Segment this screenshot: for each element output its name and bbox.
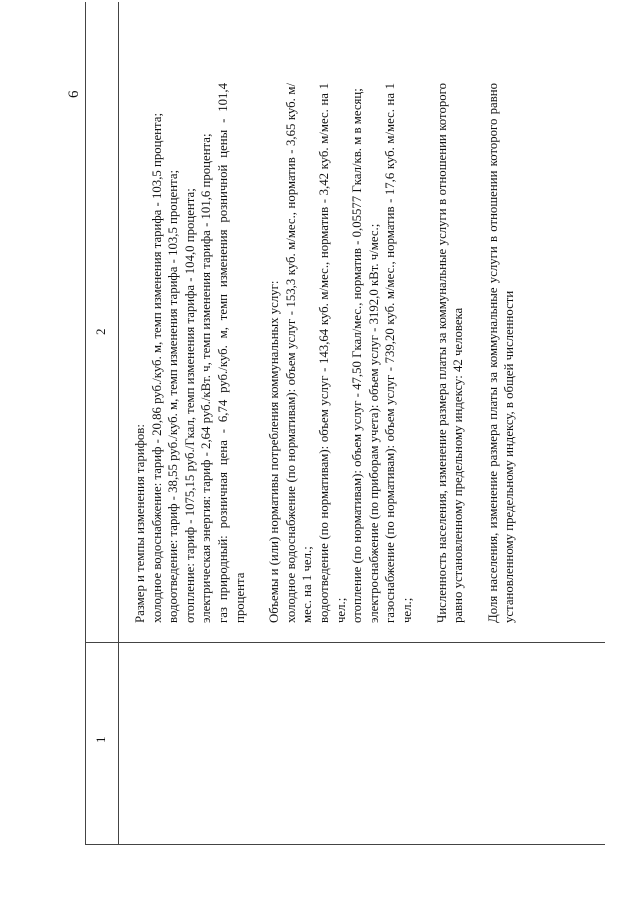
volume-line: отопление (по нормативам): объем услуг - 47,50 Гкал/мес., норматив - 0,05577 Гкал/кв. м в месяц;	[350, 88, 365, 623]
column-header-2: 2	[93, 328, 108, 335]
volume-line: газоснабжение (по нормативам): объем услуг - 739,20 куб. м/мес., норматив - 17,6 куб. м/мес. на 1 чел.;	[383, 83, 414, 623]
tariff-line: газ природный: розничная цена - 6,74 руб./куб. м, темп изменения розничной цены - 101,4 процента	[215, 83, 247, 623]
population-text: Численность населения, изменение размера платы за коммунальные услуги в отношении которого равно установленному предельному индексу: 42 человека	[434, 83, 466, 623]
share-section	[485, 83, 518, 623]
tariffs-section	[132, 83, 248, 623]
page-number: 6	[66, 90, 82, 98]
share-text: Доля населения, изменение размера платы за коммунальные услуги в отношении которого равно установленному предельному индексу, в общей численности	[485, 83, 517, 623]
tariff-line: электрическая энергия: тариф - 2,64 руб./кВт. ч, темп изменения тарифа - 101,6 процента;	[199, 133, 214, 623]
volumes-heading: Объемы и (или) нормативы потребления коммунальных услуг:	[267, 280, 282, 623]
volume-line: водоотведение (по нормативам): объем услуг - 143,64 куб. м/мес., норматив - 3,42 куб. м/мес. на 1 чел.;	[316, 83, 348, 623]
tariff-line: холодное водоснабжение: тариф - 20,86 руб./куб. м, темп изменения тарифа - 103,5 процента;	[149, 113, 164, 623]
volume-line: электроснабжение (по приборам учета): объем услуг - 3192,0 кВт. ч/мес.;	[366, 223, 381, 623]
tariff-line: водоотведение: тариф - 38,55 руб./куб. м, темп изменения тарифа - 103,5 процента;	[166, 169, 181, 623]
table-header-divider	[118, 2, 119, 845]
table-column-divider	[85, 642, 605, 643]
tariffs-heading: Размер и темпы изменения тарифов:	[133, 424, 147, 623]
table-cell-content	[132, 83, 536, 623]
population-section	[434, 83, 467, 623]
volume-line: холодное водоснабжение (по нормативам): объем услуг - 153,3 куб. м/мес., норматив - 3,65 куб. м/мес. на 1 чел.;	[283, 83, 315, 623]
tariff-line: отопление: тариф - 1075,15 руб./Гкал, темп изменения тарифа - 104,0 процента;	[182, 188, 197, 623]
column-header-1: 1	[93, 736, 108, 743]
volumes-section	[266, 83, 415, 623]
table-top-border	[85, 2, 86, 845]
table-left-border	[85, 844, 605, 845]
